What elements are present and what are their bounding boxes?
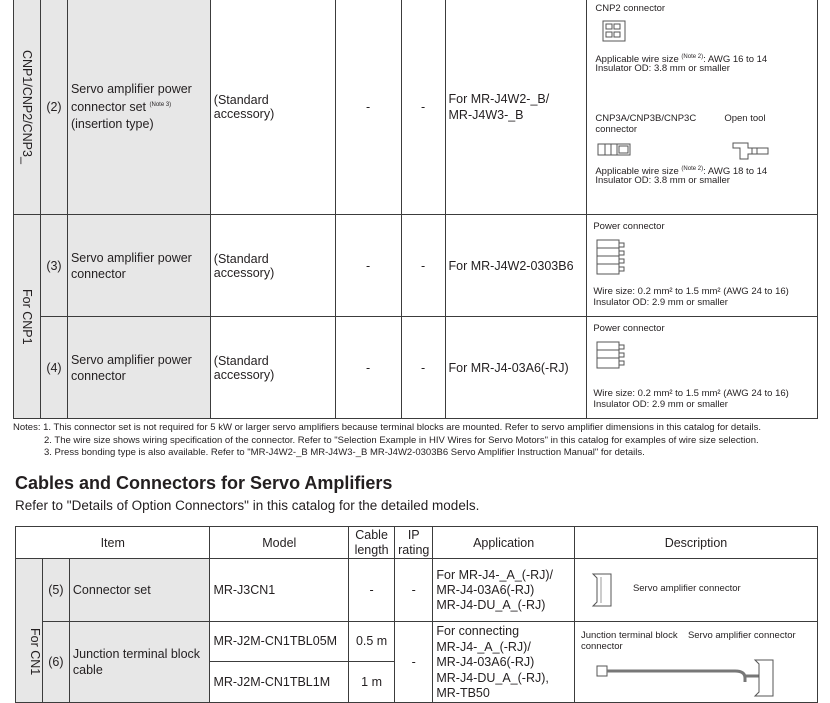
wire-size-label: Applicable wire size	[595, 166, 679, 178]
group-label-cnp-text: CNP1/CNP2/CNP3_	[19, 49, 34, 164]
desc-od: Insulator OD: 2.9 mm or smaller	[593, 297, 728, 308]
desc-od: Insulator OD: 2.9 mm or smaller	[593, 399, 728, 410]
length-cell: -	[349, 559, 395, 622]
group-label-cnp	[14, 0, 41, 215]
servo-connector-icon	[589, 571, 615, 609]
item-cell: Junction terminal block cable	[69, 622, 210, 703]
group-label-cn1-text: For CN1	[27, 627, 42, 675]
desc-title: CNP2 connector	[595, 3, 666, 14]
desc-title: Power connector	[593, 323, 665, 334]
group-label-cnp1-text: For CNP1	[19, 288, 34, 345]
item-cell: Servo amplifier power connector	[67, 215, 210, 317]
model-cell: MR-J2M-CN1TBL1M	[210, 661, 349, 702]
cnp2-connector-icon	[601, 19, 629, 45]
ip-cell: -	[395, 622, 433, 703]
item-cell	[67, 0, 210, 215]
description-cell	[587, 0, 818, 215]
length-cell: 0.5 m	[349, 622, 395, 662]
junction-cable-icon	[595, 658, 795, 698]
desc-od: Insulator OD: 3.8 mm or smaller	[595, 63, 730, 74]
awg-value: : AWG 16 to 14	[703, 54, 768, 66]
item-line: Servo amplifier power	[70, 82, 192, 97]
length-cell: 1 m	[349, 661, 395, 702]
model-cell: (Standard accessory)	[210, 317, 335, 419]
header-application: Application	[433, 527, 575, 559]
application-cell: For connecting MR-J4-_A_(-RJ)/ MR-J4-03A6(-RJ) MR-J4-DU_A_(-RJ), MR-TB50	[433, 622, 575, 703]
model-cell: MR-J2M-CN1TBL05M	[210, 622, 349, 662]
note-ref: (Note 3)	[149, 102, 172, 109]
header-row	[16, 527, 818, 559]
cables-table	[15, 526, 818, 703]
ip-cell: -	[401, 0, 445, 215]
length-cell: -	[335, 215, 401, 317]
group-label-cnp1	[14, 215, 41, 419]
desc-label: Servo amplifier connector	[632, 583, 741, 594]
desc-right-label: Servo amplifier connector	[687, 630, 796, 641]
description-cell	[574, 622, 817, 703]
power-connector-icon	[595, 339, 627, 371]
application-cell: For MR-J4-03A6(-RJ)	[445, 317, 587, 419]
note-line: 2. The wire size shows wiring specification of the connector. Refer to "Selection Example in HIV Wires for Servo Motors" in this catalog for examples of wire size selection.	[44, 434, 759, 446]
section-subtitle: Refer to "Details of Option Connectors" in this catalog for the detailed models.	[15, 498, 480, 513]
ip-cell: -	[401, 317, 445, 419]
desc-title: CNP3A/CNP3B/CNP3C connector	[595, 113, 697, 135]
application-cell: For MR-J4W2-_B/ MR-J4W3-_B	[445, 0, 587, 215]
group-label-cn1	[16, 559, 43, 703]
open-tool-label: Open tool	[724, 113, 766, 124]
header-cable-length: Cable length	[349, 527, 395, 559]
row-number: (6)	[42, 622, 69, 703]
note-ref: (Note 2)	[681, 54, 704, 60]
ip-cell: -	[401, 215, 445, 317]
description-cell	[587, 215, 818, 317]
description-cell	[587, 317, 818, 419]
header-description: Description	[574, 527, 817, 559]
row-number: (5)	[42, 559, 69, 622]
awg-value: : AWG 18 to 14	[703, 166, 768, 178]
model-cell: (Standard accessory)	[210, 215, 335, 317]
application-cell: For MR-J4W2-0303B6	[445, 215, 587, 317]
application-cell: For MR-J4-_A_(-RJ)/ MR-J4-03A6(-RJ) MR-J4-DU_A_(-RJ)	[433, 559, 575, 622]
section-title: Cables and Connectors for Servo Amplifiers	[15, 473, 393, 493]
ip-cell: -	[395, 559, 433, 622]
header-model: Model	[210, 527, 349, 559]
desc-wire-size: Wire size: 0.2 mm² to 1.5 mm² (AWG 24 to 16)	[593, 388, 789, 399]
item-line: (insertion type)	[70, 116, 154, 131]
row-number: (2)	[40, 0, 67, 215]
header-ip-rating: IP rating	[395, 527, 433, 559]
item-cell: Connector set	[69, 559, 210, 622]
desc-wire-size: Wire size: 0.2 mm² to 1.5 mm² (AWG 24 to 16)	[593, 286, 789, 297]
note-line: Notes: 1. This connector set is not required for 5 kW or larger servo amplifiers because terminal blocks are mounted. Refer to servo amplifier dimensions in this catalog for details.	[13, 422, 762, 433]
cnp3-connector-icon	[597, 142, 633, 158]
desc-left-label: Junction terminal block connector	[580, 630, 678, 652]
model-cell: MR-J3CN1	[210, 559, 349, 622]
row-number: (4)	[40, 317, 67, 419]
notes	[13, 422, 761, 460]
desc-od: Insulator OD: 3.8 mm or smaller	[595, 175, 730, 186]
length-cell: -	[335, 0, 401, 215]
desc-title: Power connector	[593, 221, 665, 232]
top-option-table	[13, 0, 818, 419]
wire-size-label: Applicable wire size	[595, 54, 679, 66]
length-cell: -	[335, 317, 401, 419]
item-line: connector set	[70, 100, 146, 115]
header-item: Item	[16, 527, 210, 559]
note-ref: (Note 2)	[681, 166, 704, 172]
model-cell: (Standard accessory)	[210, 0, 335, 215]
note-line: 3. Press bonding type is also available. Refer to "MR-J4W2-_B MR-J4W3-_B MR-J4W2-0303B6 Servo Amplifier Instruction Manual" for details.	[44, 447, 645, 458]
item-cell: Servo amplifier power connector	[67, 317, 210, 419]
open-tool-icon	[730, 139, 772, 161]
row-number: (3)	[40, 215, 67, 317]
description-cell	[574, 559, 817, 622]
power-connector-icon	[595, 237, 627, 277]
